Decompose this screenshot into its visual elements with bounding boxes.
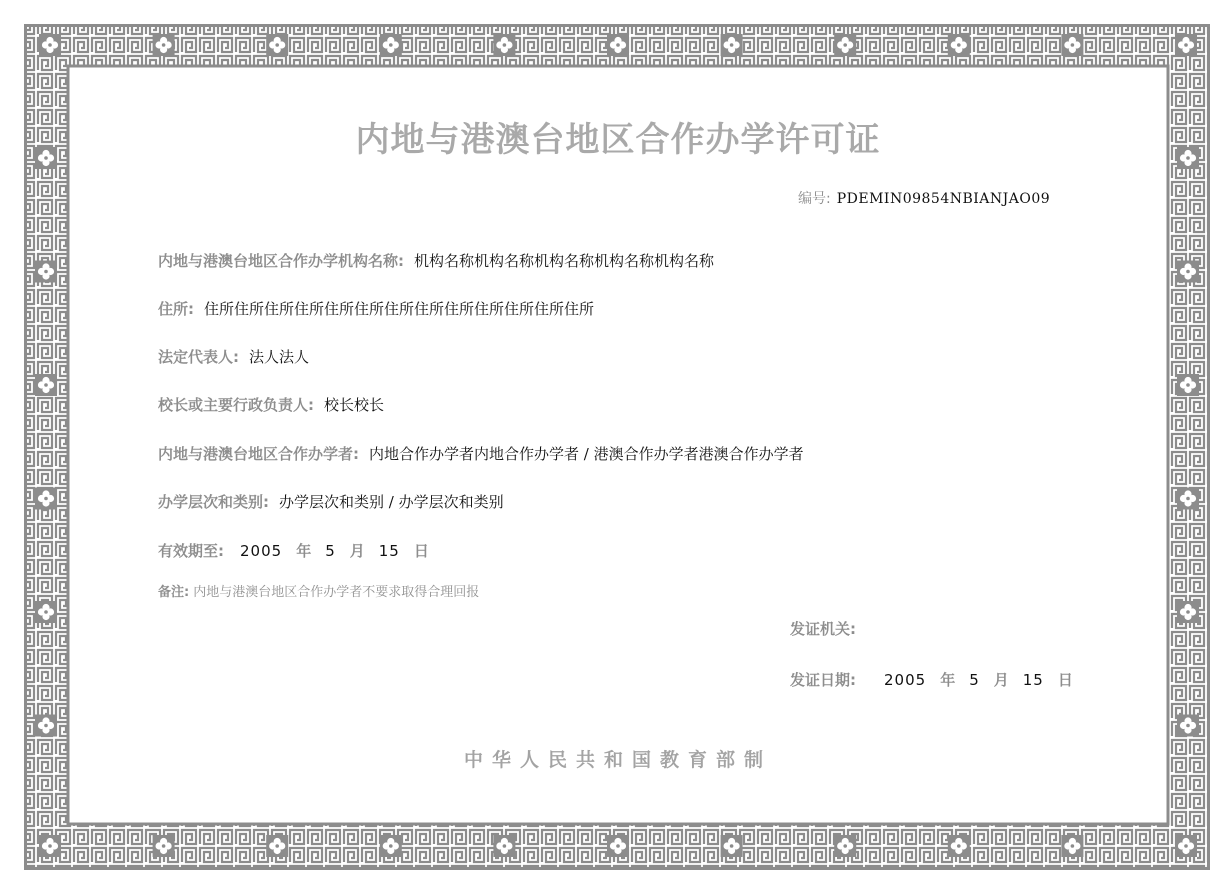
issuing-authority [790,618,856,639]
field-value: 机构名称机构名称机构名称机构名称机构名称 [414,252,715,270]
remark-label: 备注: [158,585,190,600]
field-level-category [158,491,504,512]
border-flower [39,34,61,56]
border-flower [1177,488,1199,510]
border-flower [493,835,515,857]
issue-date [790,669,1087,690]
border-flower [35,488,57,510]
border-flower [948,34,970,56]
border-flower [1061,835,1083,857]
validity-year: 2005 [240,542,283,560]
border-flower [948,835,970,857]
border-flower [153,835,175,857]
issue-month-unit: 月 [993,671,1009,689]
issuer-footer: 中华人民共和国教育部制 [463,749,772,771]
border-flower [266,34,288,56]
remark [158,581,479,600]
validity-label: 有效期至: [158,542,224,560]
validity-day-unit: 日 [413,542,429,560]
field-label: 住所: [158,300,194,318]
field-label: 办学层次和类别: [158,493,269,511]
remark-text: 内地与港澳台地区合作办学者不要求取得合理回报 [193,585,480,600]
field-label: 内地与港澳台地区合作办学者: [158,445,359,463]
field-institution-name [158,250,714,271]
border-flower [607,835,629,857]
issue-year-unit: 年 [940,671,956,689]
issue-day-unit: 日 [1057,671,1073,689]
border-flower [1177,147,1199,169]
validity-year-unit: 年 [296,542,312,560]
serial-number [798,188,1050,208]
border-flower [834,34,856,56]
issue-month: 5 [969,671,980,689]
border-flower [1177,601,1199,623]
validity-month-unit: 月 [349,542,365,560]
border-flower [721,835,743,857]
border-flower [266,835,288,857]
field-value: 法人法人 [249,348,310,366]
serial-value: PDEMIN09854NBIANJAO09 [836,191,1051,207]
issue-year: 2005 [884,671,927,689]
field-principal [158,394,384,415]
certificate-title: 内地与港澳台地区合作办学许可证 [355,120,881,160]
border-flower [35,147,57,169]
border-flower [35,715,57,737]
border-flower [380,835,402,857]
field-cooperators [158,443,804,464]
border-flower [1177,715,1199,737]
field-value: 住所住所住所住所住所住所住所住所住所住所住所住所住所 [204,300,595,318]
issue-date-label: 发证日期: [790,671,856,689]
validity-day: 15 [378,542,400,560]
validity-month: 5 [325,542,336,560]
border-flower [380,34,402,56]
border-flower [1175,34,1197,56]
border-flower [1175,835,1197,857]
border-flower [721,34,743,56]
field-value: 办学层次和类别 / 办学层次和类别 [279,493,504,511]
border-flower [493,34,515,56]
field-value: 校长校长 [324,396,385,414]
field-address [158,298,594,319]
border-flower [1177,374,1199,396]
border-flower [39,835,61,857]
border-flower [35,601,57,623]
border-flower [153,34,175,56]
field-validity [158,540,443,561]
field-legal-representative [158,346,309,367]
border-flower [607,34,629,56]
field-label: 法定代表人: [158,348,239,366]
border-flower [35,374,57,396]
border-flower [1061,34,1083,56]
serial-label: 编号: [798,191,831,207]
issue-day: 15 [1022,671,1044,689]
border-flower [1177,261,1199,283]
field-label: 校长或主要行政负责人: [158,396,314,414]
issuer-label: 发证机关: [790,620,856,638]
field-label: 内地与港澳台地区合作办学机构名称: [158,252,405,270]
border-flower [834,835,856,857]
border-flower [35,261,57,283]
field-value: 内地合作办学者内地合作办学者 / 港澳合作办学者港澳合作办学者 [369,445,804,463]
